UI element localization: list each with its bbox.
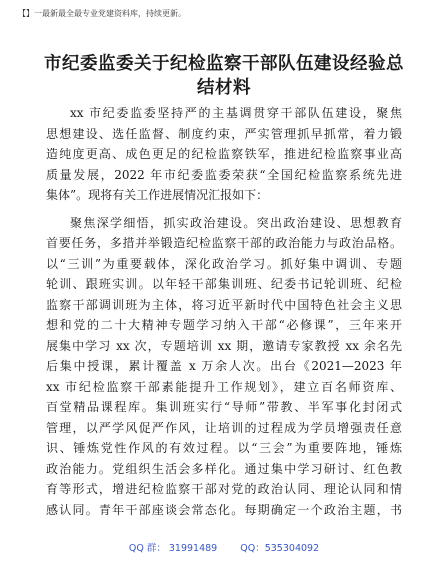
paragraph-line: 展集中学习 xx 次，专题培训 xx 期，邀请专家教授 xx 余名先 — [46, 338, 402, 353]
paragraph-2 — [46, 213, 402, 521]
paragraph-line: 质量发展，2022 年市纪委监委荣获“全国纪检监察系统先进 — [46, 167, 402, 182]
paragraph-line: xx 市纪委监委坚持严的主基调贯穿干部队伍建设，聚焦 — [70, 106, 402, 120]
paragraph-line: xx 市纪检监察干部素能提升工作规划》，建立百名师资库、 — [46, 379, 402, 394]
paragraph-line: 轮训、跟班实训。以年轻干部集训班、纪委书记轮训班、纪检 — [46, 277, 402, 291]
paragraph-line: 聚焦深学细悟，抓实政治建设。突出政治建设、思想教育 — [70, 215, 402, 230]
paragraph-line: 百堂精品课程库。集训班实行“导师”带教、半军事化封闭式 — [46, 400, 402, 414]
footer-qq-group: QQ 群： 31991489 — [128, 543, 218, 554]
paragraph-line: 首要任务，多措并举锻造纪检监察干部的政治能力与政治品格。 — [46, 236, 402, 250]
paragraph-line: 政治能力。党组织生活会多样化。通过集中学习研讨、红色教 — [46, 461, 402, 476]
document-title — [40, 52, 408, 100]
paragraph-line: 感认同。青年干部座谈会常态化。每期确定一个政治主题，书 — [46, 502, 402, 517]
paragraph-line: 管理，以严学风促严作风，让培训的过程成为学员增强责任意 — [46, 420, 402, 435]
paragraph-line: 集体”。现将有关工作进展情况汇报如下： — [46, 188, 269, 202]
title-line-2: 结材料 — [197, 78, 251, 98]
header-note: 【】一最新最全最专业党建资料库，持续更新。 — [18, 9, 186, 18]
paragraph-line: 监察干部调训班为主体，将习近平新时代中国特色社会主义思 — [46, 297, 402, 312]
footer-contact — [0, 540, 448, 554]
paragraph-line: 以“三训”为重要载体，深化政治学习。抓好集中调训、专题 — [46, 256, 402, 271]
footer-qq: QQ：535304092 — [240, 543, 320, 554]
paragraph-line: 想和党的二十大精神专题学习纳入干部“必修课”，三年来开 — [46, 318, 402, 332]
paragraph-line: 育等形式，增进纪检监察干部对党的政治认同、理论认同和情 — [46, 482, 402, 496]
paragraph-line: 思想建设、选任监督、制度约束，严实管理抓早抓常，着力锻 — [46, 126, 402, 141]
title-line-1: 市纪委监委关于纪检监察干部队伍建设经验总 — [44, 54, 404, 74]
paragraph-1 — [46, 103, 402, 206]
paragraph-line: 识、锤炼党性作风的有效过程。以“三会”为重要阵地，锤炼 — [46, 441, 402, 455]
paragraph-line: 后集中授课，累计覆盖 x 万余人次。出台《2021—2023 年 — [46, 359, 402, 373]
paragraph-line: 造纯度更高、成色更足的纪检监察铁军，推进纪检监察事业高 — [46, 147, 402, 161]
document-body — [46, 103, 402, 520]
